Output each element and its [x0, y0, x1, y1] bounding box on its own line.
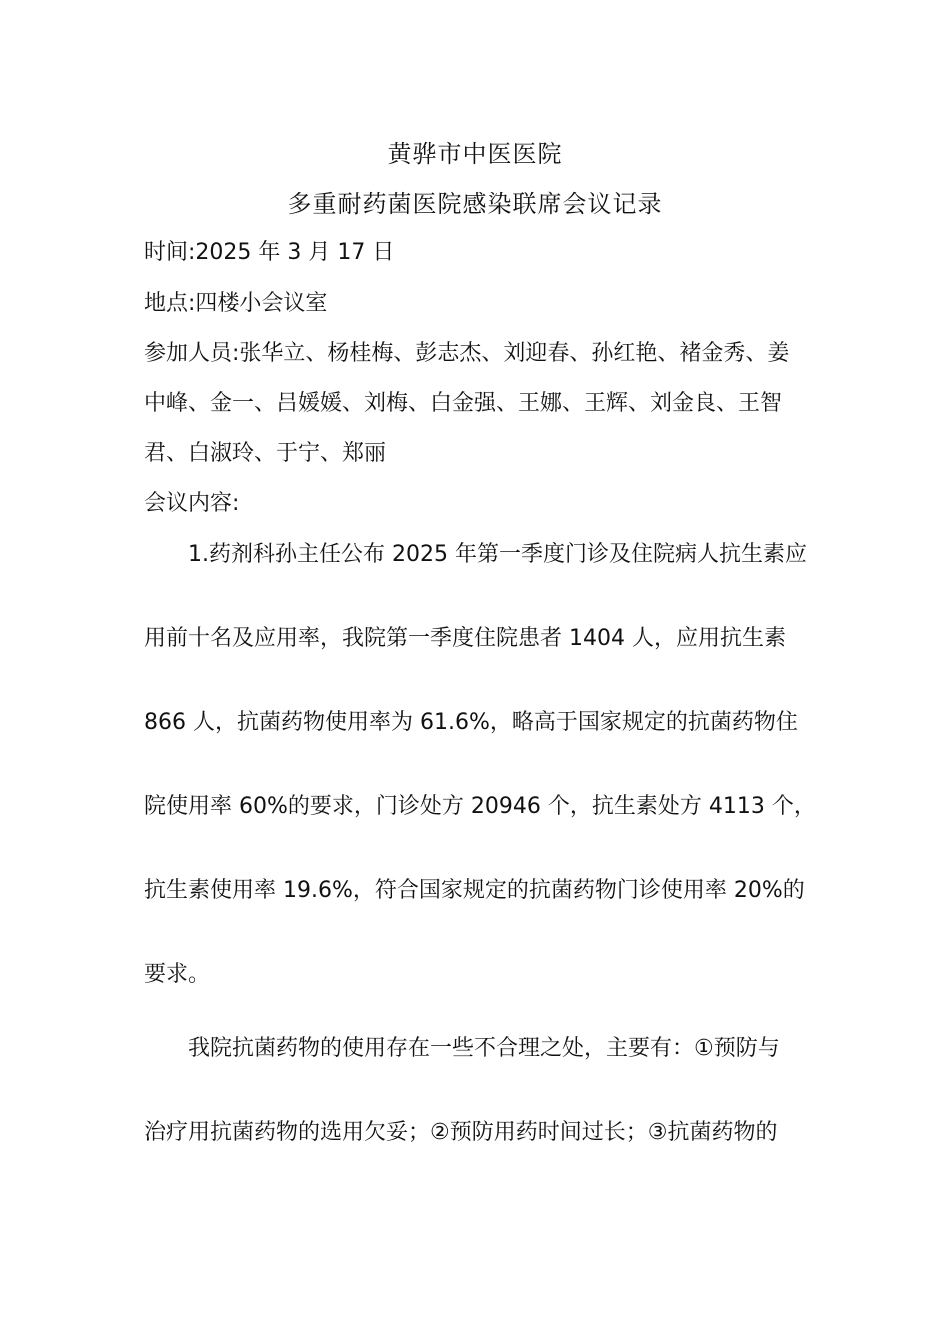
attendees-line: 参加人员:张华立、杨桂梅、彭志杰、刘迎春、孙红艳、褚金秀、姜 [144, 341, 790, 366]
meeting-location: 地点:四楼小会议室 [144, 291, 328, 316]
meeting-title: 多重耐药菌医院感染联席会议记录 [287, 190, 663, 218]
hospital-title: 黄骅市中医医院 [387, 140, 563, 168]
paragraph-line: 用前十名及应用率，我院第一季度住院患者 1404 人，应用抗生素 [144, 626, 786, 651]
paragraph-line: 治疗用抗菌药物的选用欠妥；②预防用药时间过长；③抗菌药物的 [144, 1120, 778, 1145]
paragraph-line: 866 人，抗菌药物使用率为 61.6%，略高于国家规定的抗菌药物住 [144, 710, 798, 735]
attendees-line: 中峰、金一、吕媛媛、刘梅、白金强、王娜、王辉、刘金良、王智 [144, 391, 783, 416]
paragraph-line: 要求。 [144, 962, 211, 987]
attendees-line: 君、白淑玲、于宁、郑丽 [144, 441, 387, 466]
meeting-time: 时间:2025 年 3 月 17 日 [144, 240, 395, 265]
paragraph-line: 我院抗菌药物的使用存在一些不合理之处，主要有：①预防与 [188, 1036, 780, 1061]
content-heading: 会议内容: [144, 491, 240, 516]
paragraph-line: 院使用率 60%的要求，门诊处方 20946 个，抗生素处方 4113 个， [144, 794, 816, 819]
paragraph-line: 1.药剂科孙主任公布 2025 年第一季度门诊及住院病人抗生素应 [188, 542, 807, 567]
paragraph-line: 抗生素使用率 19.6%，符合国家规定的抗菌药物门诊使用率 20%的 [144, 878, 805, 903]
